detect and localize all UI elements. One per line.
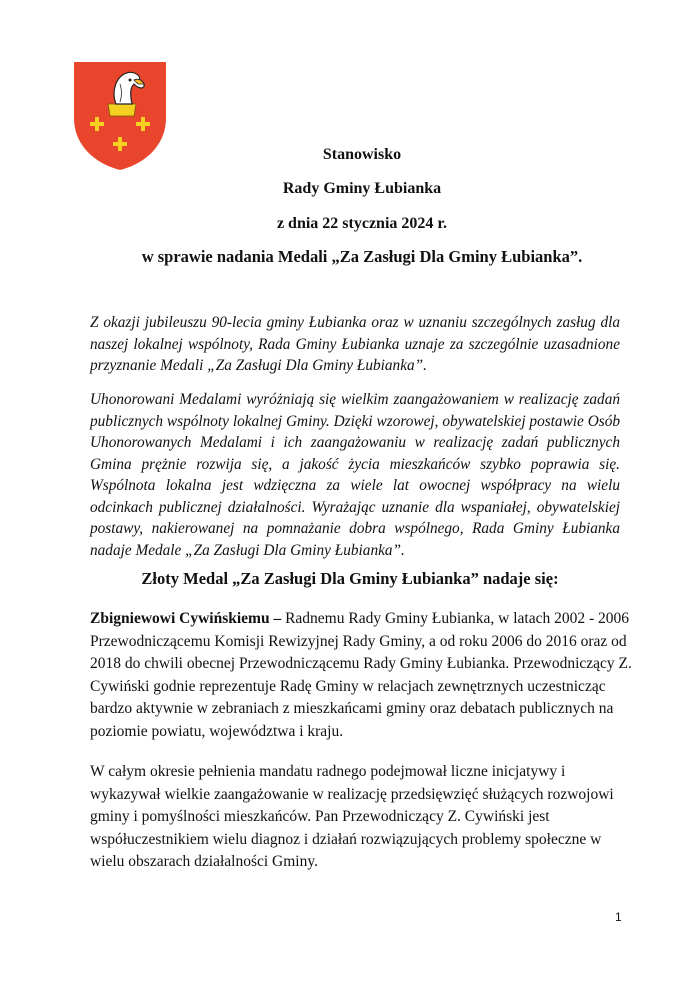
medal-title: Złoty Medal „Za Zasługi Dla Gminy Łubianka” nadaje się: <box>141 569 559 588</box>
issuer-heading: Rady Gminy Łubianka <box>282 180 442 197</box>
document-type-heading: Stanowisko <box>322 146 402 163</box>
date-heading: z dnia 22 stycznia 2024 r. <box>276 215 448 232</box>
subject-heading: w sprawie nadania Medali „Za Zasługi Dla Gminy Łubianka”. <box>141 247 583 266</box>
intro-paragraph-1: Z okazji jubileuszu 90-lecia gminy Łubianka oraz w uznaniu szczególnych zasług dla naszej lokalnej wspólnoty, Rada Gminy Łubianka uznaje za szczególnie uzasadnione przyznanie Medali „Za Zasługi Dla Gminy Łubianka”. <box>90 314 620 374</box>
page-number: 1 <box>615 910 622 924</box>
recipient-name: Zbigniewowi Cywińskiemu – <box>90 610 282 627</box>
recipient-description: Radnemu Rady Gminy Łubianka, w latach 2002 - 2006 Przewodniczącemu Komisji Rewizyjnej Rady Gminy, a od roku 2006 do 2016 oraz od 2018 do chwili obecnej Przewodniczącemu Rady Gminy Łubianka. Przewodniczący Z. Cywiński godnie reprezentuje Radę Gminy w relacjach zewnętrznych uczestnicząc bardzo aktywnie w zebraniach z mieszkańcami gminy oraz debatach publicznych na poziomie powiatu, województwa i kraju. <box>90 610 632 740</box>
intro-paragraph-2: Uhonorowani Medalami wyróżniają się wielkim zaangażowaniem w realizację zadań publicznych wspólnoty lokalnej Gminy. Dzięki wzorowej, obywatelskiej postawie Osób Uhonorowanych Medalami i ich zaangażowaniu w realizację zadań publicznych Gmina prężnie rozwija się, a jakość życia mieszkańców szybko poprawia się. Wspólnota lokalna jest wdzięczna za wiele lat owocnej współpracy na wielu odcinkach publicznej działalności. Wyrażając uznanie dla wspaniałej, obywatelskiej postawy, nakierowanej na pomnażanie dobra wspólnego, Rada Gminy Łubianka nadaje Medale „Za Zasługi Dla Gminy Łubianka”. <box>90 391 620 559</box>
merits-paragraph: W całym okresie pełnienia mandatu radnego podejmował liczne inicjatywy i wykazywał wielkie zaangażowanie w realizację przedsięwzięć służących rozwojowi gminy i pomyślności mieszkańców. Pan Przewodniczący Z. Cywiński jest współuczestnikiem wielu diagnoz i działań rozwiązujących problemy społeczne w wielu obszarach działalności Gminy. <box>90 763 614 870</box>
recipient-paragraph <box>90 608 635 743</box>
